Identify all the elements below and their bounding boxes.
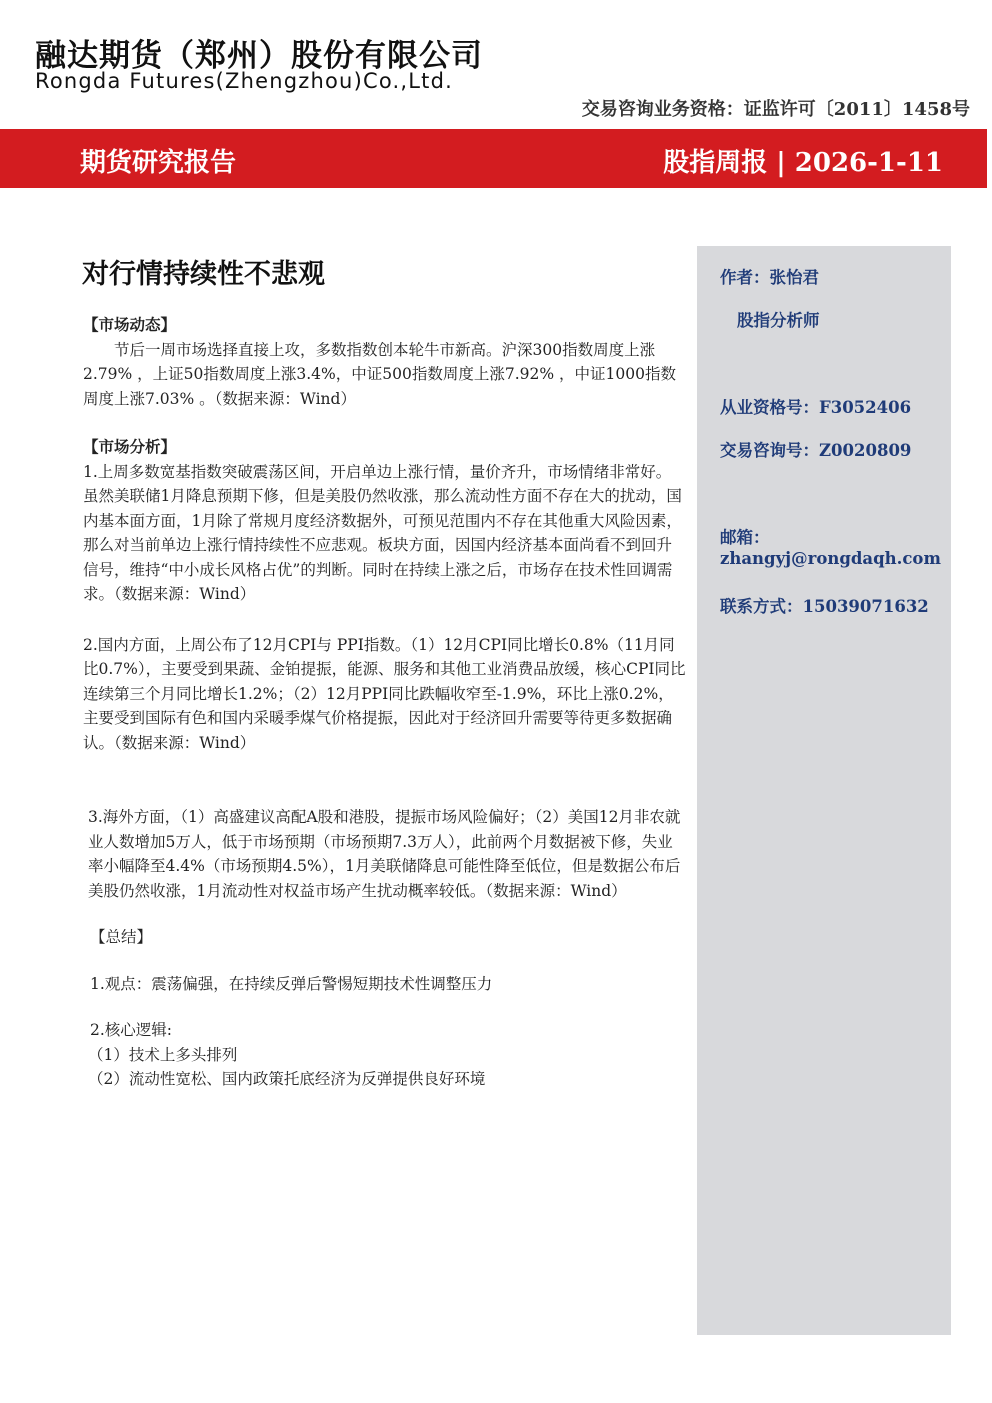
advisory-number: 交易咨询号：Z0020809 — [720, 441, 912, 460]
market-analysis-heading: 【市场分析】 — [83, 437, 177, 456]
analysis-paragraph-3: 3.海外方面，（1）高盛建议高配A股和港股，提振市场风险偏好；（2）美国12月非农就业人数增加5万人，低于市场预期（市场预期7.3万人），此前两个月数据被下修，失业率小幅降至4.4%（市场预期4.5%），1月美联储降息可能性降至低位，但是数据公布后美股仍然收涨，1月流动性对权益市场产生扰动概率较低。（数据来源：Wind） — [88, 808, 681, 900]
summary-view: 1.观点：震荡偏强，在持续反弹后警惕短期技术性调整压力 — [90, 974, 493, 993]
company-name-en: Rongda Futures(Zhengzhou)Co.,Ltd. — [35, 69, 453, 93]
contact-phone: 联系方式：15039071632 — [720, 597, 929, 616]
analysis-paragraph-2: 2.国内方面，上周公布了12月CPI与 PPI指数。（1）12月CPI同比增长0.8%（11月同比0.7%），主要受到果蔬、金铂提振，能源、服务和其他工业消费品放缓，核心CPI同比连续第三个月同比增长1.2%；（2）12月PPI同比跌幅收窄至-1.9%，环比上涨0.2%，主要受到国际有色和国内采暖季煤气价格提振，因此对于经济回升需要等待更多数据确认。（数据来源：Wind） — [83, 635, 686, 752]
company-name-cn: 融达期货（郑州）股份有限公司 — [35, 38, 483, 74]
report-body — [83, 313, 686, 1092]
banner-report-type: 期货研究报告 — [80, 148, 237, 178]
author-sidebar — [697, 246, 951, 1335]
market-dynamics-text: 节后一周市场选择直接上攻，多数指数创本轮牛市新高。沪深300指数周度上涨2.79% ，上证50指数周度上涨3.4%，中证500指数周度上涨7.92% ，中证1000指数周度上涨7.03% 。（数据来源：Wind） — [83, 340, 676, 408]
market-dynamics-heading: 【市场动态】 — [83, 315, 177, 334]
banner-report-date: 股指周报 | 2026-1-11 — [663, 148, 943, 178]
analysis-paragraph-1: 1.上周多数宽基指数突破震荡区间，开启单边上涨行情，量价齐升，市场情绪非常好。虽然美联储1月降息预期下修，但是美股仍然收涨，那么流动性方面不存在大的扰动，国内基本面方面，1月除了常规月度经济数据外，可预见范围内不存在其他重大风险因素，那么对当前单边上涨行情持续性不应悲观。板块方面，因国内经济基本面尚看不到回升信号，维持“中小成长风格占优”的判断。同时在持续上涨之后，市场存在技术性回调需求。（数据来源：Wind） — [83, 462, 682, 603]
author-title: 股指分析师 — [737, 311, 820, 330]
report-title: 对行情持续性不悲观 — [82, 259, 325, 290]
summary-logic-item-1: （1）技术上多头排列 — [88, 1045, 238, 1064]
summary-logic-item-2: （2）流动性宽松、国内政策托底经济为反弹提供良好环境 — [88, 1070, 486, 1088]
qualification-text: 交易咨询业务资格：证监许可〔2011〕1458号 — [581, 99, 970, 120]
email-label: 邮箱： — [720, 528, 770, 547]
email-address: zhangyj@rongdaqh.com — [720, 549, 941, 568]
author-name: 作者：张怡君 — [720, 268, 819, 287]
summary-logic-title: 2.核心逻辑: — [90, 1021, 173, 1039]
report-banner — [0, 129, 987, 188]
license-number: 从业资格号：F3052406 — [720, 398, 912, 417]
summary-heading: 【总结】 — [90, 928, 153, 946]
